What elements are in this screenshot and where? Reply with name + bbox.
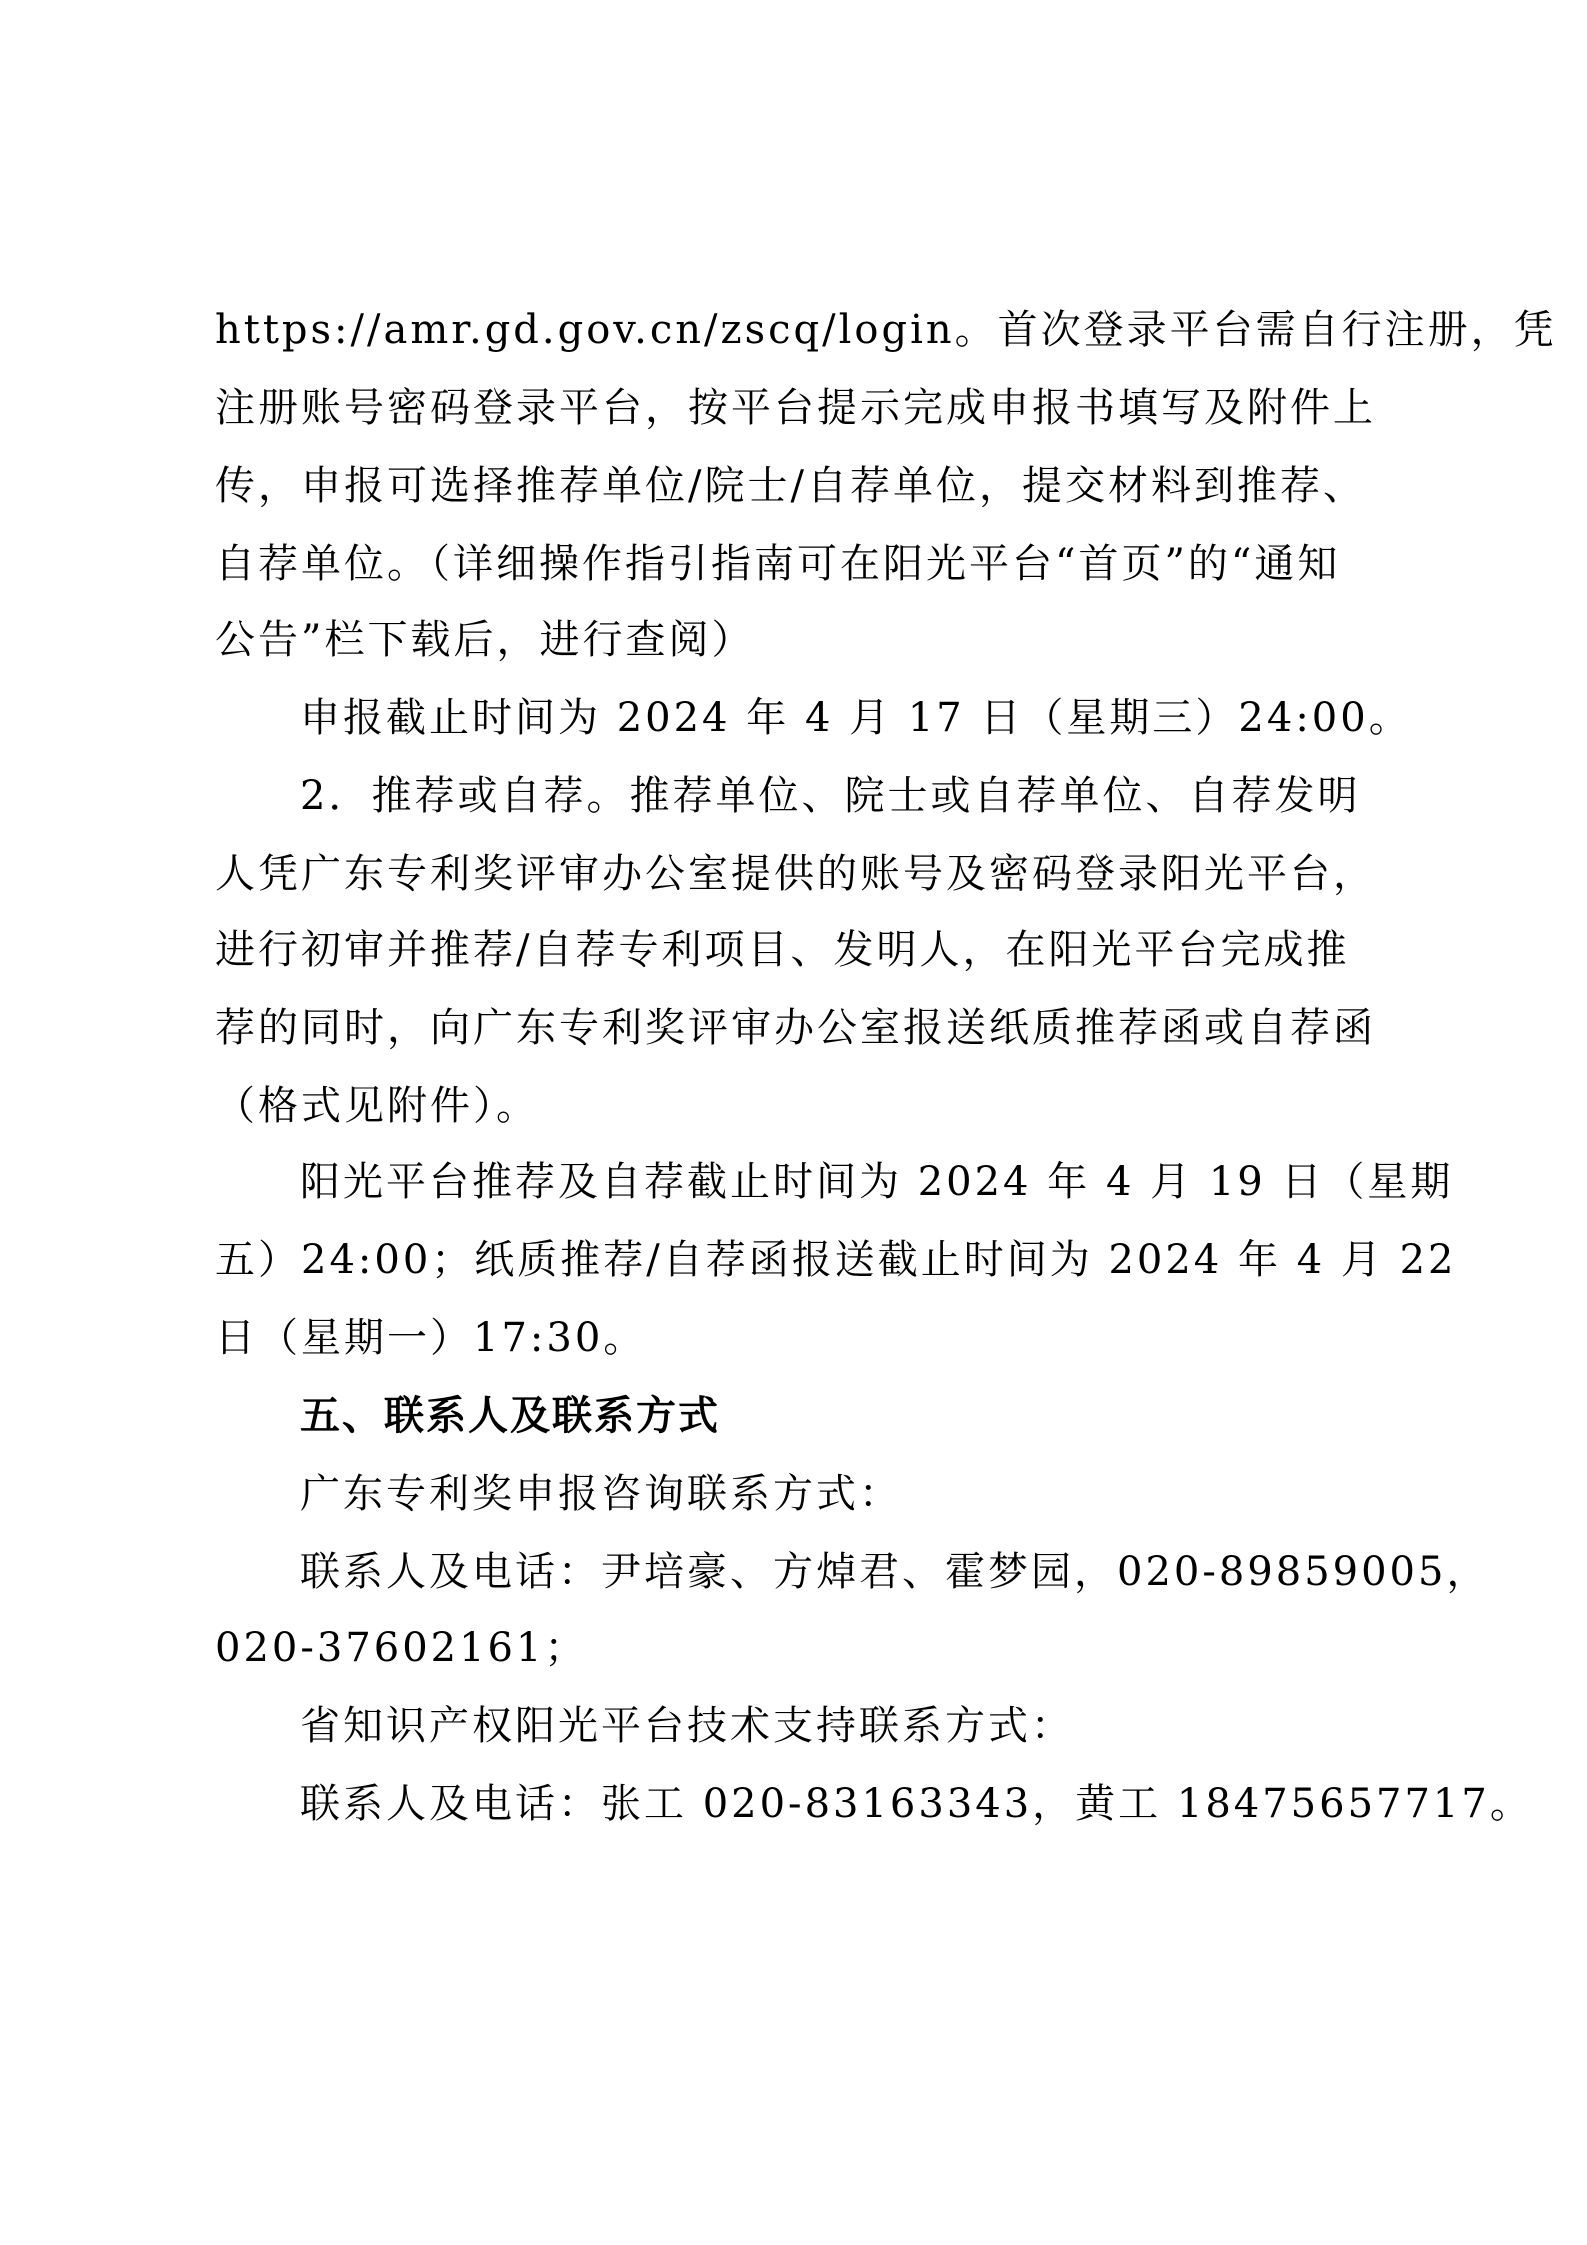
contact-line: 联系人及电话：张工 020-83163343，黄工 18475657717。 (300, 1781, 1533, 1827)
text-line: 2．推荐或自荐。推荐单位、院士或自荐单位、自荐发明 (300, 773, 1361, 819)
section-heading: 五、联系人及联系方式 (300, 1393, 720, 1439)
text-line: 省知识产权阳光平台技术支持联系方式： (300, 1703, 1074, 1749)
text-line: （格式见附件）。 (215, 1083, 539, 1129)
text-line: 五）24:00；纸质推荐/自荐函报送截止时间为 2024 年 4 月 22 (215, 1237, 1457, 1283)
text-line: 日（星期一）17:30。 (215, 1315, 647, 1361)
text-line: 公告”栏下载后，进行查阅） (215, 617, 755, 663)
text-line: 人凭广东专利奖评审办公室提供的账号及密码登录阳光平台， (215, 851, 1376, 897)
text-line: 荐的同时，向广东专利奖评审办公室报送纸质推荐函或自荐函 (215, 1005, 1376, 1051)
text-line: 注册账号密码登录平台，按平台提示完成申报书填写及附件上 (215, 385, 1376, 431)
text-line: 020-37602161； (215, 1625, 588, 1671)
text-line: 阳光平台推荐及自荐截止时间为 2024 年 4 月 19 日（星期 (300, 1159, 1454, 1205)
text-line: https://amr.gd.gov.cn/zscq/login。首次登录平台需自行注册，凭 (215, 307, 1557, 353)
text-line: 自荐单位。（详细操作指引指南可在阳光平台“首页”的“通知 (215, 541, 1341, 587)
deadline-paragraph: 申报截止时间为 2024 年 4 月 17 日（星期三）24:00。 (300, 695, 1412, 741)
contact-line: 联系人及电话：尹培豪、方焯君、霍梦园，020-89859005， (300, 1549, 1490, 1595)
text-line: 广东专利奖申报咨询联系方式： (300, 1471, 902, 1517)
text-line: 进行初审并推荐/自荐专利项目、发明人，在阳光平台完成推 (215, 927, 1350, 973)
text-line: 传，申报可选择推荐单位/院士/自荐单位，提交材料到推荐、 (215, 463, 1366, 509)
